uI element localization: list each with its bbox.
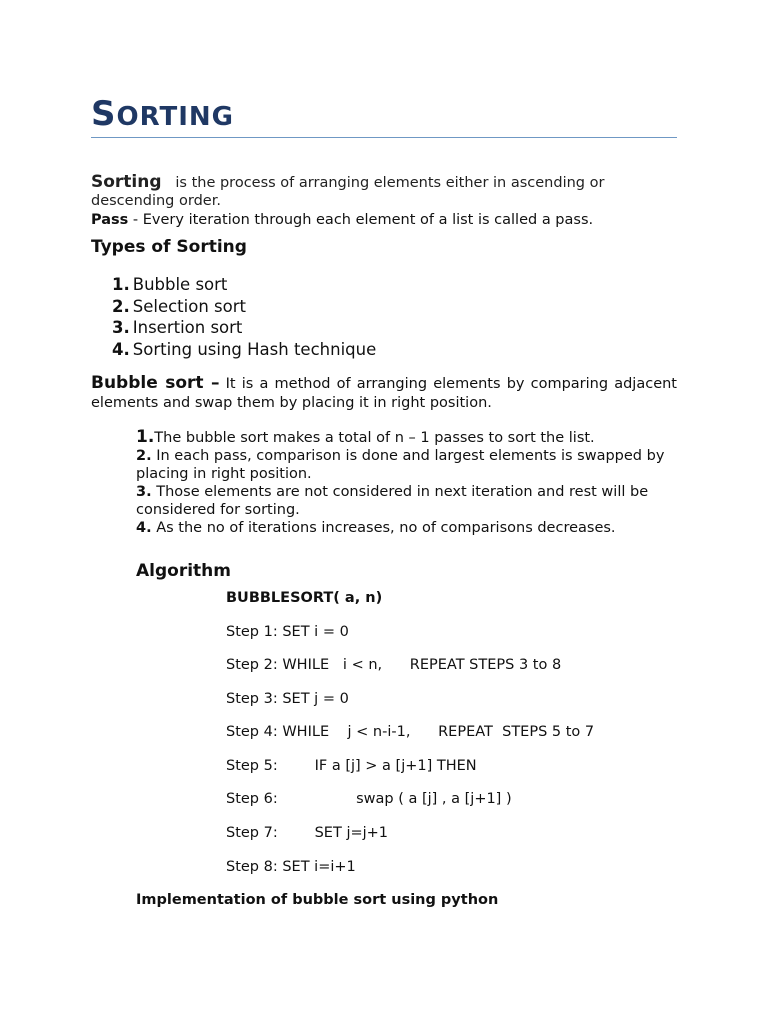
- algorithm-step: Step 4: WHILE j < n-i-1, REPEAT STEPS 5 to 7: [226, 724, 595, 740]
- list-item: [112, 296, 376, 318]
- types-list: [112, 274, 376, 360]
- page-title: [91, 94, 234, 134]
- pass-term: Pass: [91, 212, 129, 228]
- algorithm-heading: Algorithm: [136, 561, 231, 581]
- title-initial: S: [91, 94, 117, 134]
- list-item: [112, 339, 376, 361]
- types-heading: Types of Sorting: [91, 237, 247, 257]
- list-number: 3.: [112, 318, 130, 337]
- list-item: [136, 483, 677, 519]
- point-number: 3.: [136, 484, 152, 500]
- pass-definition-text: - Every iteration through each element of a list is called a pass.: [132, 212, 594, 228]
- list-label: Sorting using Hash technique: [132, 339, 377, 359]
- pass-definition: [91, 211, 677, 229]
- bubble-sort-definition: [91, 374, 677, 413]
- sorting-definition-text: is the process of arranging elements either in ascending or descending order.: [91, 175, 605, 209]
- algorithm-step: Step 3: SET j = 0: [226, 691, 349, 707]
- point-text: The bubble sort makes a total of n – 1 passes to sort the list.: [154, 430, 595, 446]
- algorithm-step: Step 5: IF a [j] > a [j+1] THEN: [226, 758, 477, 774]
- list-item: [136, 428, 677, 447]
- list-item: [112, 274, 376, 296]
- list-item: [136, 519, 677, 537]
- algorithm-step: Step 8: SET i=i+1: [226, 859, 356, 875]
- list-label: Selection sort: [132, 296, 246, 316]
- title-rest: ORTING: [116, 102, 234, 132]
- list-item: [112, 317, 376, 339]
- point-text: Those elements are not considered in next iteration and rest will be considered for sorting.: [136, 484, 649, 518]
- algorithm-step: Step 1: SET i = 0: [226, 624, 349, 640]
- point-text: In each pass, comparison is done and largest elements is swapped by placing in right position.: [136, 448, 665, 482]
- algorithm-step: Step 6: swap ( a [j] , a [j+1] ): [226, 791, 512, 807]
- bubble-sort-points: [136, 428, 677, 537]
- title-divider: [91, 137, 677, 138]
- list-number: 4.: [112, 339, 130, 359]
- bubble-sort-definition-text: It is a method of arranging elements by comparing adjacent elements and swap them by placing it in right position.: [91, 376, 677, 411]
- point-text: As the no of iterations increases, no of comparisons decreases.: [156, 520, 616, 536]
- algorithm-step: Step 2: WHILE i < n, REPEAT STEPS 3 to 8: [226, 657, 562, 673]
- list-number: 2.: [112, 296, 130, 316]
- list-label: Bubble sort: [132, 275, 228, 294]
- list-label: Insertion sort: [132, 318, 243, 337]
- sorting-definition: [91, 173, 677, 210]
- sorting-term: Sorting: [91, 172, 162, 192]
- list-item: [136, 447, 677, 483]
- bubble-sort-term: Bubble sort –: [91, 373, 220, 393]
- list-number: 1.: [112, 275, 130, 294]
- point-number: 2.: [136, 448, 152, 464]
- point-number: 4.: [136, 520, 152, 536]
- implementation-heading: Implementation of bubble sort using python: [136, 892, 499, 908]
- algorithm-step: Step 7: SET j=j+1: [226, 825, 389, 841]
- algorithm-function: BUBBLESORT( a, n): [226, 590, 383, 606]
- point-number: 1.: [136, 427, 155, 447]
